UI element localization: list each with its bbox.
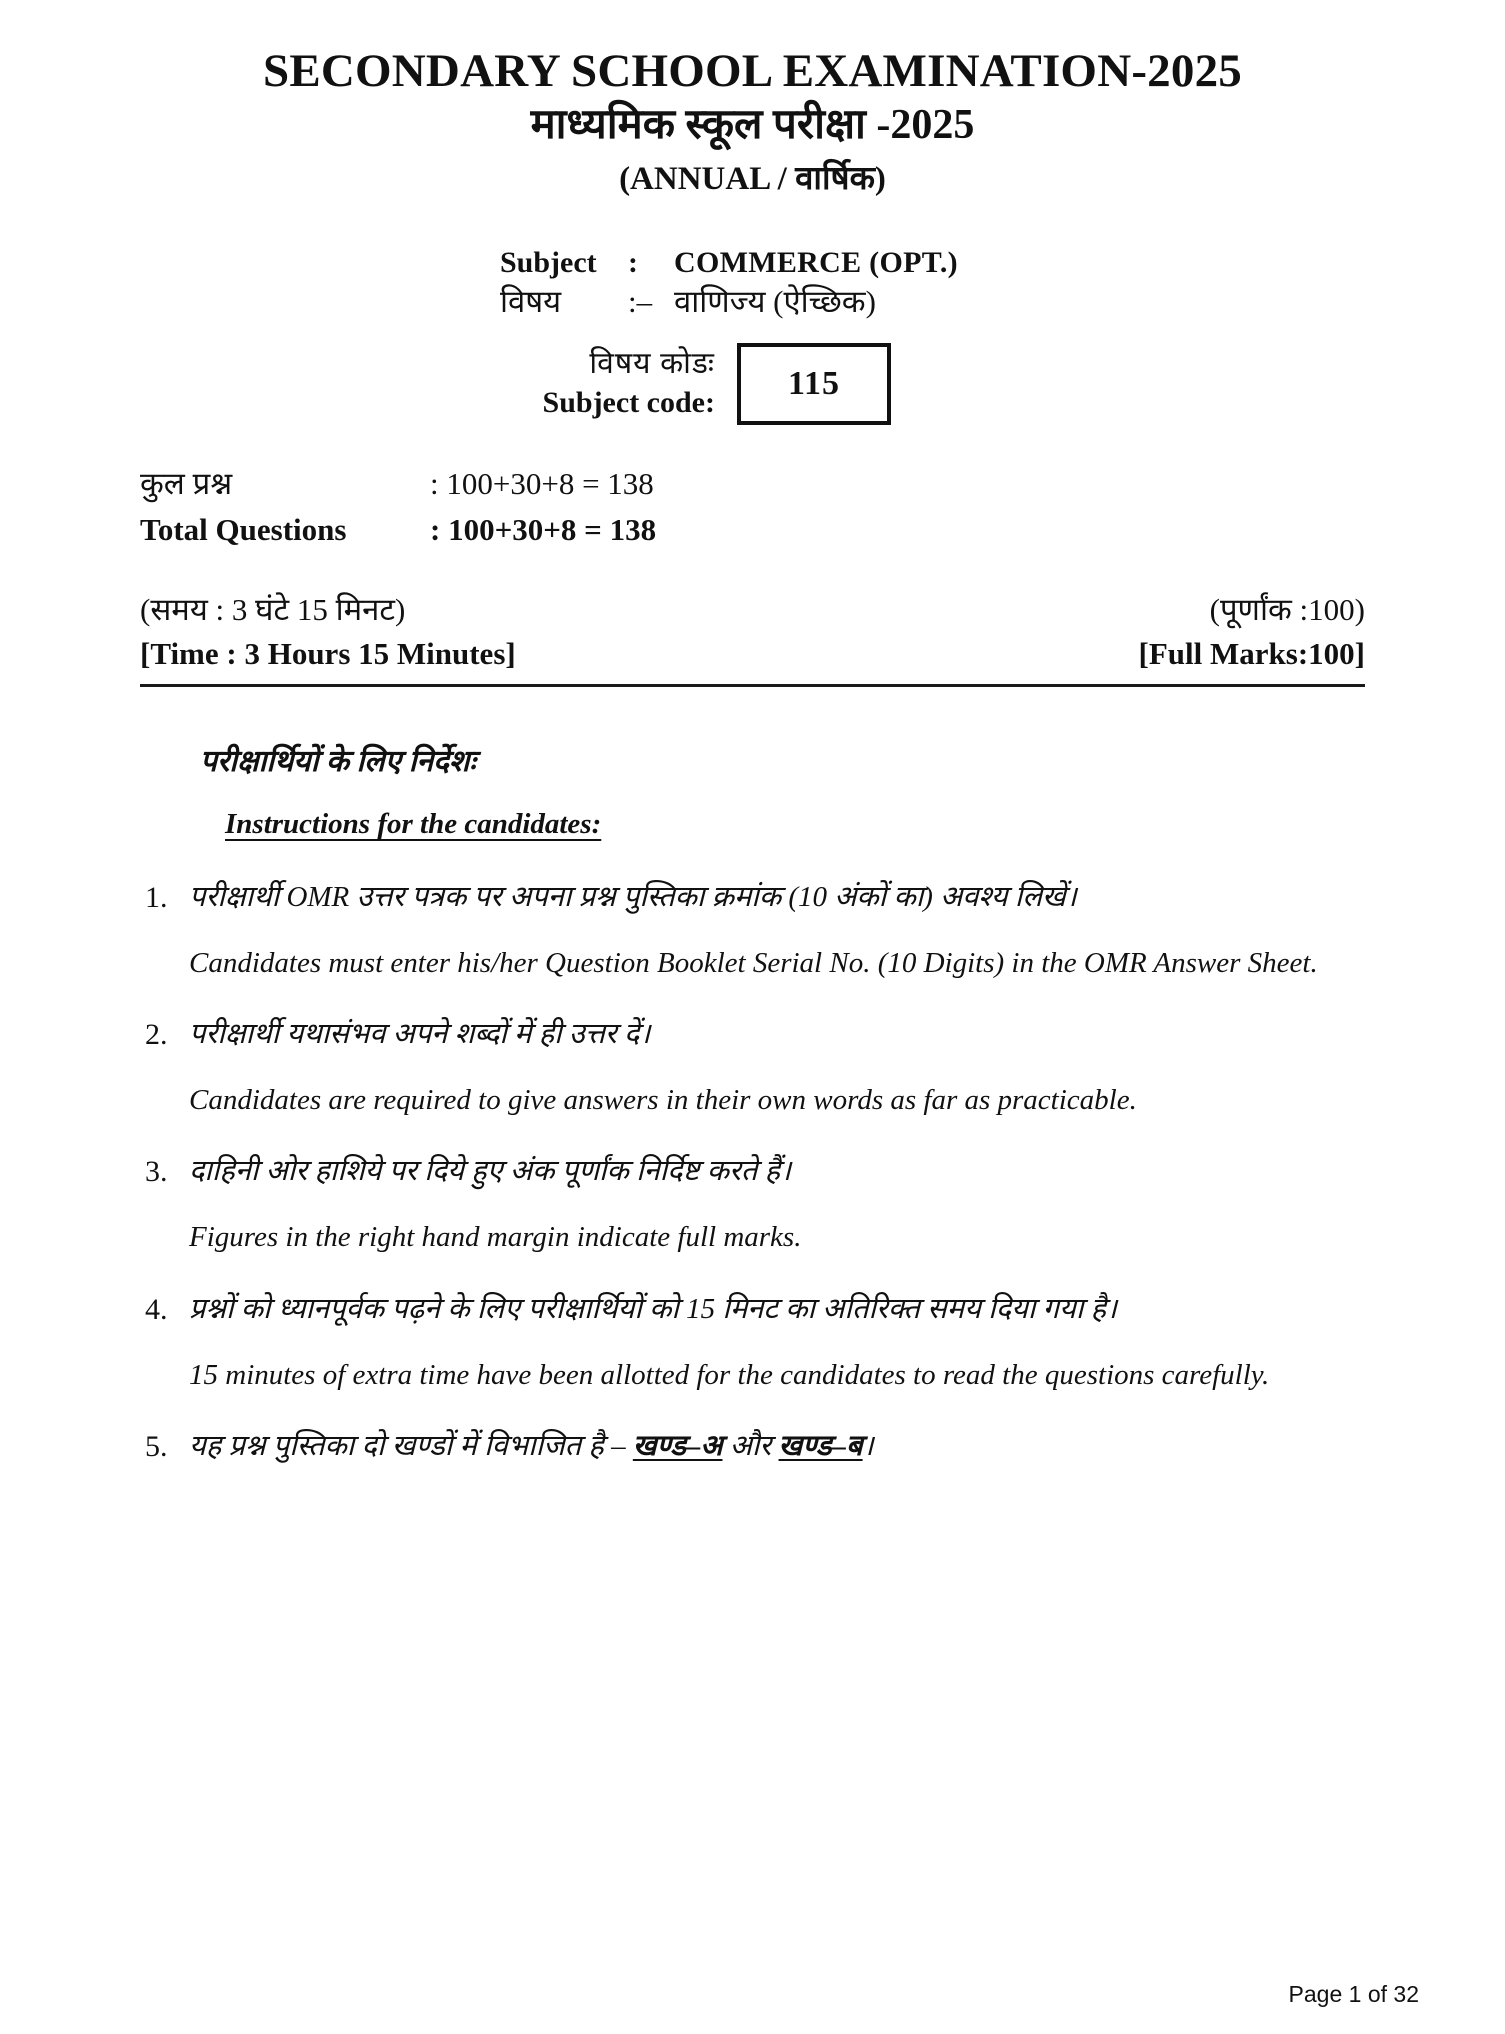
section-b-label: खण्ड–ब [778, 1430, 863, 1463]
full-marks-label-hindi: (पूर्णांक :100) [1209, 591, 1365, 627]
instruction-text-english: Candidates are required to give answers in their own words as far as practicable. [189, 1084, 1137, 1117]
total-questions-label-hindi: कुल प्रश्न [140, 465, 233, 501]
time-label-hindi: (समय : 3 घंटे 15 मिनट) [140, 591, 406, 627]
subject-label-english: Subject [500, 245, 597, 279]
exam-title-hindi: माध्यमिक स्कूल परीक्षा -2025 [530, 101, 975, 148]
total-questions-block [0, 461, 1505, 554]
total-questions-label-english: Total Questions [140, 512, 347, 548]
instruction-item [145, 1424, 1375, 1470]
section-a-label: खण्ड–अ [632, 1430, 723, 1463]
instruction-body [189, 875, 1375, 986]
time-label-english: [Time : 3 Hours 15 Minutes] [140, 635, 516, 671]
instruction-text-english: 15 minutes of extra time have been allotted for the candidates to read the questions carefully. [189, 1358, 1270, 1391]
instruction-body [189, 1012, 1375, 1123]
instruction-text-english: Candidates must enter his/her Question Booklet Serial No. (10 Digits) in the OMR Answer Sheet. [189, 946, 1318, 979]
instruction-body [189, 1287, 1375, 1398]
instructions-block [0, 739, 1505, 1470]
instruction-text-hindi [189, 1424, 1375, 1468]
subject-code-label-hindi: विषय कोडः [589, 347, 715, 381]
instruction-5-prefix: यह प्रश्न पुस्तिका दो खण्डों में विभाजित है – [189, 1430, 633, 1463]
subject-separator-english: : [628, 245, 638, 279]
total-questions-value-english: : 100+30+8 = 138 [430, 512, 657, 548]
instruction-text-hindi: दाहिनी ओर हाशिये पर दिये हुए अंक पूर्णांक निर्दिष्ट करते हैं। [189, 1155, 792, 1188]
time-marks-row-hindi [140, 588, 1365, 632]
instruction-item [145, 1012, 1375, 1123]
subject-code-labels [500, 345, 715, 422]
total-questions-value-hindi: : 100+30+8 = 138 [430, 465, 654, 501]
subject-value-english: COMMERCE (OPT.) [674, 245, 958, 279]
time-marks-row-english [140, 632, 1365, 676]
page-header [0, 0, 1505, 200]
instruction-item [145, 875, 1375, 986]
instruction-number: 2. [145, 1018, 168, 1052]
instructions-heading-english: Instructions for the candidates: [225, 807, 602, 840]
time-and-marks-block [0, 588, 1505, 676]
subject-code-value: 115 [787, 364, 841, 402]
instruction-body [189, 1149, 1375, 1260]
instruction-number: 3. [145, 1155, 168, 1189]
subject-row-english [500, 244, 1505, 282]
subject-code-label-english: Subject code: [542, 385, 715, 419]
instruction-number: 4. [145, 1292, 168, 1326]
instruction-5-suffix: । [862, 1430, 874, 1463]
full-marks-label-english: [Full Marks:100] [1138, 635, 1365, 671]
subject-label-hindi: विषय [500, 283, 562, 319]
total-questions-row-english [140, 507, 1505, 554]
header-divider [140, 684, 1365, 687]
exam-title-english: SECONDARY SCHOOL EXAMINATION-2025 [263, 45, 1242, 97]
instructions-list [145, 875, 1375, 1470]
subject-row-hindi [500, 282, 1505, 321]
subject-block [0, 244, 1505, 321]
instruction-5-conjunction: और [722, 1430, 779, 1463]
instruction-text-hindi: परीक्षार्थी यथासंभव अपने शब्दों में ही उत्तर दें। [189, 1018, 651, 1051]
instruction-body [189, 1424, 1375, 1470]
instructions-heading-hindi: परीक्षार्थियों के लिए निर्देशः [200, 744, 476, 778]
instruction-text-hindi: परीक्षार्थी OMR उत्तर पत्रक पर अपना प्रश्न पुस्तिका क्रमांक (10 अंकों का) अवश्य लिखें। [189, 880, 1077, 913]
instruction-text-english: Figures in the right hand margin indicate full marks. [189, 1221, 802, 1254]
subject-value-hindi: वाणिज्य (ऐच्छिक) [674, 283, 876, 319]
subject-separator-hindi: :– [628, 283, 653, 319]
subject-code-box [737, 343, 891, 425]
page-footer: Page 1 of 32 [1288, 1981, 1419, 2007]
instruction-item [145, 1287, 1375, 1398]
subject-code-block [0, 343, 1505, 425]
instruction-number: 5. [145, 1430, 168, 1464]
exam-mode-label: (ANNUAL / वार्षिक) [619, 161, 886, 198]
total-questions-row-hindi [140, 461, 1505, 508]
instruction-item [145, 1149, 1375, 1260]
instruction-text-hindi: प्रश्नों को ध्यानपूर्वक पढ़ने के लिए परीक्षार्थियों को 15 मिनट का अतिरिक्त समय दिया गया है। [189, 1292, 1117, 1325]
instruction-number: 1. [145, 880, 168, 914]
